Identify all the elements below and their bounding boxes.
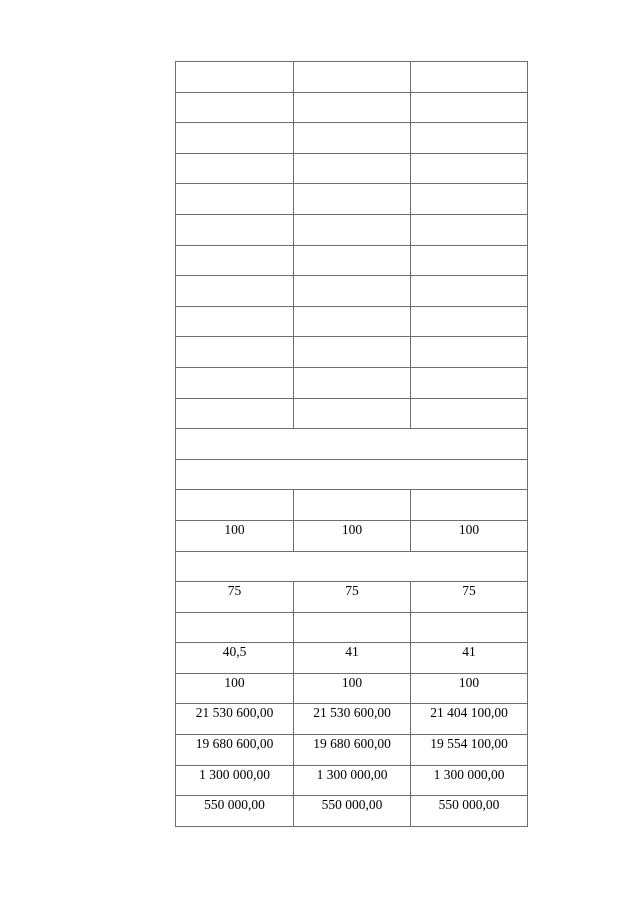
cell-value xyxy=(176,184,293,185)
table-row xyxy=(176,62,528,93)
cell-value xyxy=(176,62,293,63)
table-cell xyxy=(294,582,411,613)
cell-value xyxy=(176,307,293,308)
cell-value xyxy=(176,399,293,400)
table-row xyxy=(176,398,528,429)
cell-value: 75 xyxy=(345,583,359,599)
table-cell xyxy=(294,490,411,521)
table-cell xyxy=(294,765,411,796)
cell-value xyxy=(411,93,527,94)
table-cell xyxy=(176,214,294,245)
table-row xyxy=(176,765,528,796)
cell-value: 41 xyxy=(462,644,476,660)
table-row xyxy=(176,490,528,521)
cell-value xyxy=(294,490,410,491)
table-cell xyxy=(411,735,528,766)
table-cell xyxy=(411,245,528,276)
cell-value xyxy=(176,154,293,155)
table-cell xyxy=(176,582,294,613)
table-cell xyxy=(294,673,411,704)
table-cell xyxy=(411,214,528,245)
table-cell xyxy=(411,643,528,674)
table-cell xyxy=(294,704,411,735)
table-cell xyxy=(294,796,411,827)
cell-value xyxy=(176,337,293,338)
table-row xyxy=(176,429,528,460)
cell-value: 21 404 100,00 xyxy=(430,705,508,721)
cell-value: 19 554 100,00 xyxy=(430,736,508,752)
cell-value xyxy=(411,246,527,247)
cell-value: 100 xyxy=(458,521,480,537)
table-cell xyxy=(294,123,411,154)
table-row xyxy=(176,643,528,674)
cell-value xyxy=(411,184,527,185)
table-cell xyxy=(411,398,528,429)
table-cell xyxy=(294,214,411,245)
cell-value xyxy=(176,368,293,369)
table-cell xyxy=(411,123,528,154)
table-cell xyxy=(176,673,294,704)
cell-value: 40,5 xyxy=(222,644,247,660)
table-row xyxy=(176,551,528,582)
table-row xyxy=(176,796,528,827)
table-cell xyxy=(294,735,411,766)
cell-value xyxy=(176,613,293,614)
table-cell xyxy=(176,306,294,337)
cell-value xyxy=(176,490,293,491)
table-cell xyxy=(176,612,294,643)
table-cell xyxy=(176,520,294,551)
cell-value: 100 xyxy=(458,674,480,690)
cell-value xyxy=(176,93,293,94)
table-cell xyxy=(176,765,294,796)
cell-value xyxy=(294,613,410,614)
cell-value xyxy=(294,184,410,185)
cell-value: 550 000,00 xyxy=(204,797,265,813)
cell-value xyxy=(176,215,293,216)
cell-value xyxy=(294,62,410,63)
cell-value xyxy=(294,154,410,155)
cell-value: 75 xyxy=(227,583,242,599)
cell-value: 19 680 600,00 xyxy=(195,736,274,752)
table-row xyxy=(176,92,528,123)
merged-cell xyxy=(176,429,528,460)
cell-value xyxy=(294,368,410,369)
cell-value xyxy=(294,307,410,308)
cell-value: 1 300 000,00 xyxy=(433,766,505,782)
table-cell xyxy=(294,306,411,337)
table-cell xyxy=(176,643,294,674)
cell-value: 19 680 600,00 xyxy=(313,736,391,752)
table-cell xyxy=(294,643,411,674)
table-row xyxy=(176,214,528,245)
table-row xyxy=(176,367,528,398)
cell-value xyxy=(294,337,410,338)
cell-value: 21 530 600,00 xyxy=(313,705,391,721)
table-cell xyxy=(294,398,411,429)
table-cell xyxy=(176,337,294,368)
cell-value xyxy=(294,246,410,247)
table-row xyxy=(176,276,528,307)
table-cell xyxy=(294,184,411,215)
table-cell xyxy=(411,673,528,704)
cell-value xyxy=(411,215,527,216)
table-cell xyxy=(294,276,411,307)
table-cell xyxy=(411,276,528,307)
table-cell xyxy=(294,245,411,276)
cell-value xyxy=(411,154,527,155)
table-cell xyxy=(411,367,528,398)
cell-value: 550 000,00 xyxy=(438,797,500,813)
cell-value: 21 530 600,00 xyxy=(195,705,274,721)
cell-value: 1 300 000,00 xyxy=(199,766,270,782)
table-cell xyxy=(411,62,528,93)
table-row xyxy=(176,735,528,766)
cell-value xyxy=(176,460,527,461)
table-cell xyxy=(176,245,294,276)
cell-value xyxy=(294,276,410,277)
cell-value xyxy=(411,307,527,308)
cell-value xyxy=(411,123,527,124)
table-cell xyxy=(411,704,528,735)
table-cell xyxy=(411,490,528,521)
cell-value xyxy=(294,123,410,124)
data-table xyxy=(175,61,528,827)
table-cell xyxy=(176,123,294,154)
table-cell xyxy=(176,276,294,307)
table-row xyxy=(176,123,528,154)
cell-value: 100 xyxy=(224,674,245,690)
table-cell xyxy=(294,612,411,643)
table-cell xyxy=(411,337,528,368)
table-cell xyxy=(411,92,528,123)
table-cell xyxy=(176,184,294,215)
table-cell xyxy=(176,398,294,429)
table-cell xyxy=(411,765,528,796)
table-row xyxy=(176,520,528,551)
table-cell xyxy=(411,520,528,551)
table-row xyxy=(176,704,528,735)
table-row xyxy=(176,337,528,368)
cell-value xyxy=(176,429,527,430)
table-cell xyxy=(176,796,294,827)
merged-cell xyxy=(176,551,528,582)
cell-value xyxy=(411,368,527,369)
table-row xyxy=(176,582,528,613)
table-row xyxy=(176,245,528,276)
table-cell xyxy=(176,62,294,93)
table-cell xyxy=(411,582,528,613)
table-cell xyxy=(294,520,411,551)
table-cell xyxy=(294,337,411,368)
table-cell xyxy=(294,153,411,184)
table-cell xyxy=(411,612,528,643)
table-cell xyxy=(294,367,411,398)
table-cell xyxy=(176,735,294,766)
table-row xyxy=(176,306,528,337)
cell-value: 41 xyxy=(345,644,359,660)
table-row xyxy=(176,673,528,704)
cell-value xyxy=(411,62,527,63)
cell-value xyxy=(176,276,293,277)
cell-value xyxy=(176,246,293,247)
cell-value: 100 xyxy=(341,674,363,690)
cell-value xyxy=(411,490,527,491)
table-cell xyxy=(176,153,294,184)
table-row xyxy=(176,153,528,184)
cell-value: 550 000,00 xyxy=(321,797,383,813)
cell-value xyxy=(411,613,527,614)
table-cell xyxy=(176,490,294,521)
table-body xyxy=(176,62,528,827)
table-cell xyxy=(176,92,294,123)
table-cell xyxy=(411,153,528,184)
cell-value: 1 300 000,00 xyxy=(316,766,388,782)
table-cell xyxy=(294,62,411,93)
table-cell xyxy=(411,796,528,827)
table-cell xyxy=(294,92,411,123)
cell-value: 100 xyxy=(224,521,245,537)
merged-cell xyxy=(176,459,528,490)
cell-value: 100 xyxy=(341,521,363,537)
cell-value xyxy=(411,399,527,400)
cell-value xyxy=(176,552,527,553)
table-cell xyxy=(411,184,528,215)
table-cell xyxy=(176,704,294,735)
cell-value xyxy=(411,276,527,277)
cell-value xyxy=(294,215,410,216)
table-row xyxy=(176,459,528,490)
cell-value xyxy=(411,337,527,338)
cell-value xyxy=(294,93,410,94)
cell-value xyxy=(176,123,293,124)
cell-value xyxy=(294,399,410,400)
table-cell xyxy=(176,367,294,398)
table-cell xyxy=(411,306,528,337)
table-row xyxy=(176,612,528,643)
table-row xyxy=(176,184,528,215)
cell-value: 75 xyxy=(462,583,476,599)
